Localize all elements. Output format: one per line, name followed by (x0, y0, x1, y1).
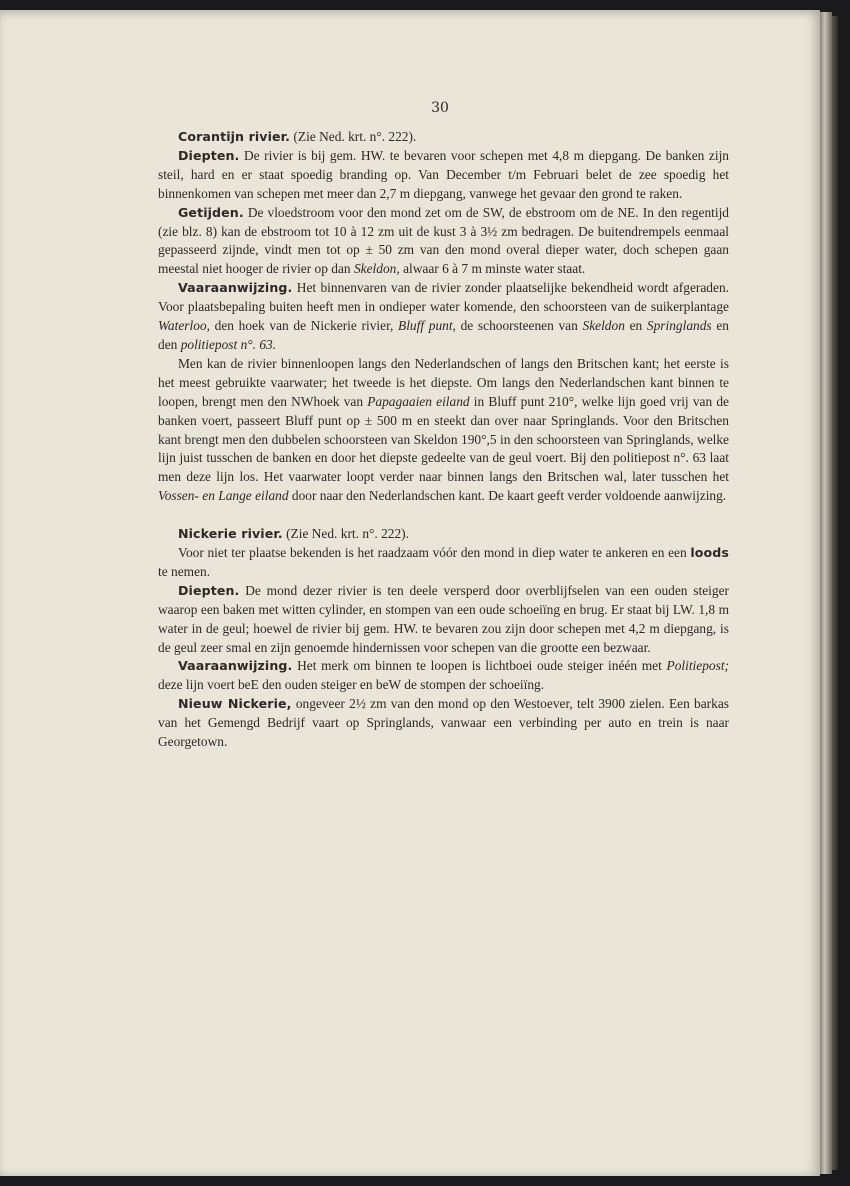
paragraph (158, 657, 729, 695)
paragraph (158, 695, 729, 752)
paragraph (158, 147, 729, 204)
paragraph (158, 279, 729, 355)
paragraph (158, 544, 729, 582)
paragraph-heading: Vaaraanwijzing. (178, 280, 293, 296)
italic-text: Springlands (646, 318, 712, 334)
italic-text: Waterloo, (158, 318, 210, 334)
text-segment: Voor niet ter plaatse bekenden is het raadzaam vóór den mond in diep water te ankeren en een (178, 545, 691, 561)
text-segment: en den (158, 318, 729, 352)
text-segment: in Bluff punt 210°, welke lijn goed vrij van de banken voert, passeert Bluff punt op ± 500 m en steekt dan over naar Springlands. Voor den Britschen kant brengt men den dubbelen schoorsteen van Skeldon 190°,5 in den schoorsteen van Springlands, welke lijn juist tusschen de banken en door het diepste gedeelte van de geul voert. Bij den politiepost n°. 63 laat men deze lijn los. Het vaarwater loopt verder naar binnen langs den Britschen wal, later tusschen het (158, 393, 730, 485)
bold-text: loods (690, 545, 729, 561)
text-segment: Het merk om binnen te loopen is lichtboei oude steiger inéén met (292, 658, 667, 674)
text-segment: door naar den Nederlandschen kant. De kaart geeft verder voldoende aanwijzing. (288, 488, 727, 504)
text-segment: De rivier is bij gem. HW. te bevaren voor schepen met 4,8 m diepgang. De banken zijn steil, hard en er staat spoedig branding op. Van December t/m Februari belet de zee spoedig het binnenkomen van schepen met meer dan 2,7 m diepgang, vanwege het gevaar den grond te raken. (158, 147, 729, 201)
text-segment: Het binnenvaren van de rivier zonder plaatselijke bekendheid wordt afgeraden. Voor plaatsbepaling buiten heeft men in ondieper water komende, den schoorsteen van de suikerplantage (158, 280, 729, 315)
paragraph-heading: Nickerie rivier. (178, 526, 283, 542)
text-segment: deze lijn voert beE den ouden steiger en beW de stompen der schoeiïng. (158, 677, 545, 693)
paragraph (158, 128, 729, 147)
paragraph-heading: Getijden. (178, 204, 244, 220)
text-segment: te nemen. (158, 563, 211, 579)
paragraph-heading: Diepten. (178, 582, 240, 598)
text-segment: (Zie Ned. krt. n°. 222). (290, 129, 417, 144)
italic-text: Politiepost; (666, 658, 729, 674)
italic-text: Vossen- en Lange eiland (158, 488, 289, 504)
paragraph-heading: Corantijn rivier. (178, 129, 291, 144)
text-segment: De mond dezer rivier is ten deele versperd door overblijfselen van een ouden steiger waarop een baken met witten cylinder, en stompen van een oude schoeiïng en brug. Er staat bij LW. 1,8 m water in de geul; hoewel de rivier bij gem. HW. te bevaren zou zijn door schepen met 4,2 m diepgang, is de geul zeer smal en zijn genoemde hindernissen voor schepen van die grootte een bezwaar. (158, 582, 729, 655)
italic-text: Skeldon (582, 318, 625, 334)
text-segment: ongeveer 2½ zm van den mond op den Westoever, telt 3900 zielen. Een barkas van het Gemengd Bedrijf vaart op Springlands, vanwaar een verbinding per auto en trein is naar Georgetown. (158, 696, 729, 750)
paragraph (158, 525, 729, 544)
text-segment: (Zie Ned. krt. n°. 222). (282, 526, 409, 542)
paragraph (158, 204, 729, 280)
paragraph-heading: Nieuw Nickerie, (178, 696, 292, 712)
text-segment: Men kan de rivier binnenloopen langs den Nederlandschen of langs den Britschen kant; het eerste is het meest gebruikte vaarwater; het tweede is het diepste. Om langs den Nederlandschen kant binnen te loopen, brengt men den NWhoek van (158, 355, 729, 409)
text-segment: De vloedstroom voor den mond zet om de SW, de ebstroom om de NE. In den regentijd (zie blz. 8) kan de ebstroom tot 10 à 12 zm uit de kust 3 à 3½ zm bedragen. De buitendrempels eenmaal gepasseerd zijnde, vindt men tot op ± 50 zm van den mond overal dieper water, doch schepen gaan meestal niet hooger de rivier op dan (158, 204, 729, 277)
book-spine-edge (832, 16, 838, 1170)
text-segment: en (624, 318, 647, 334)
body-text (158, 128, 729, 752)
italic-text: Papagaaien eiland (367, 393, 470, 409)
text-segment: den hoek van de Nickerie rivier, (209, 318, 399, 334)
paragraph (158, 355, 729, 506)
italic-text: Bluff punt, (398, 318, 456, 334)
paragraph (158, 582, 729, 658)
paragraph-heading: Vaaraanwijzing. (178, 658, 293, 674)
text-segment: alwaar 6 à 7 m minste water staat. (399, 261, 586, 277)
page-number: 30 (431, 100, 449, 116)
text-segment: de schoorsteenen van (455, 318, 583, 334)
paragraph-heading: Diepten. (178, 147, 240, 163)
italic-text: politiepost n°. 63. (180, 336, 277, 352)
italic-text: Skeldon, (353, 261, 400, 277)
page-edge (820, 12, 832, 1174)
